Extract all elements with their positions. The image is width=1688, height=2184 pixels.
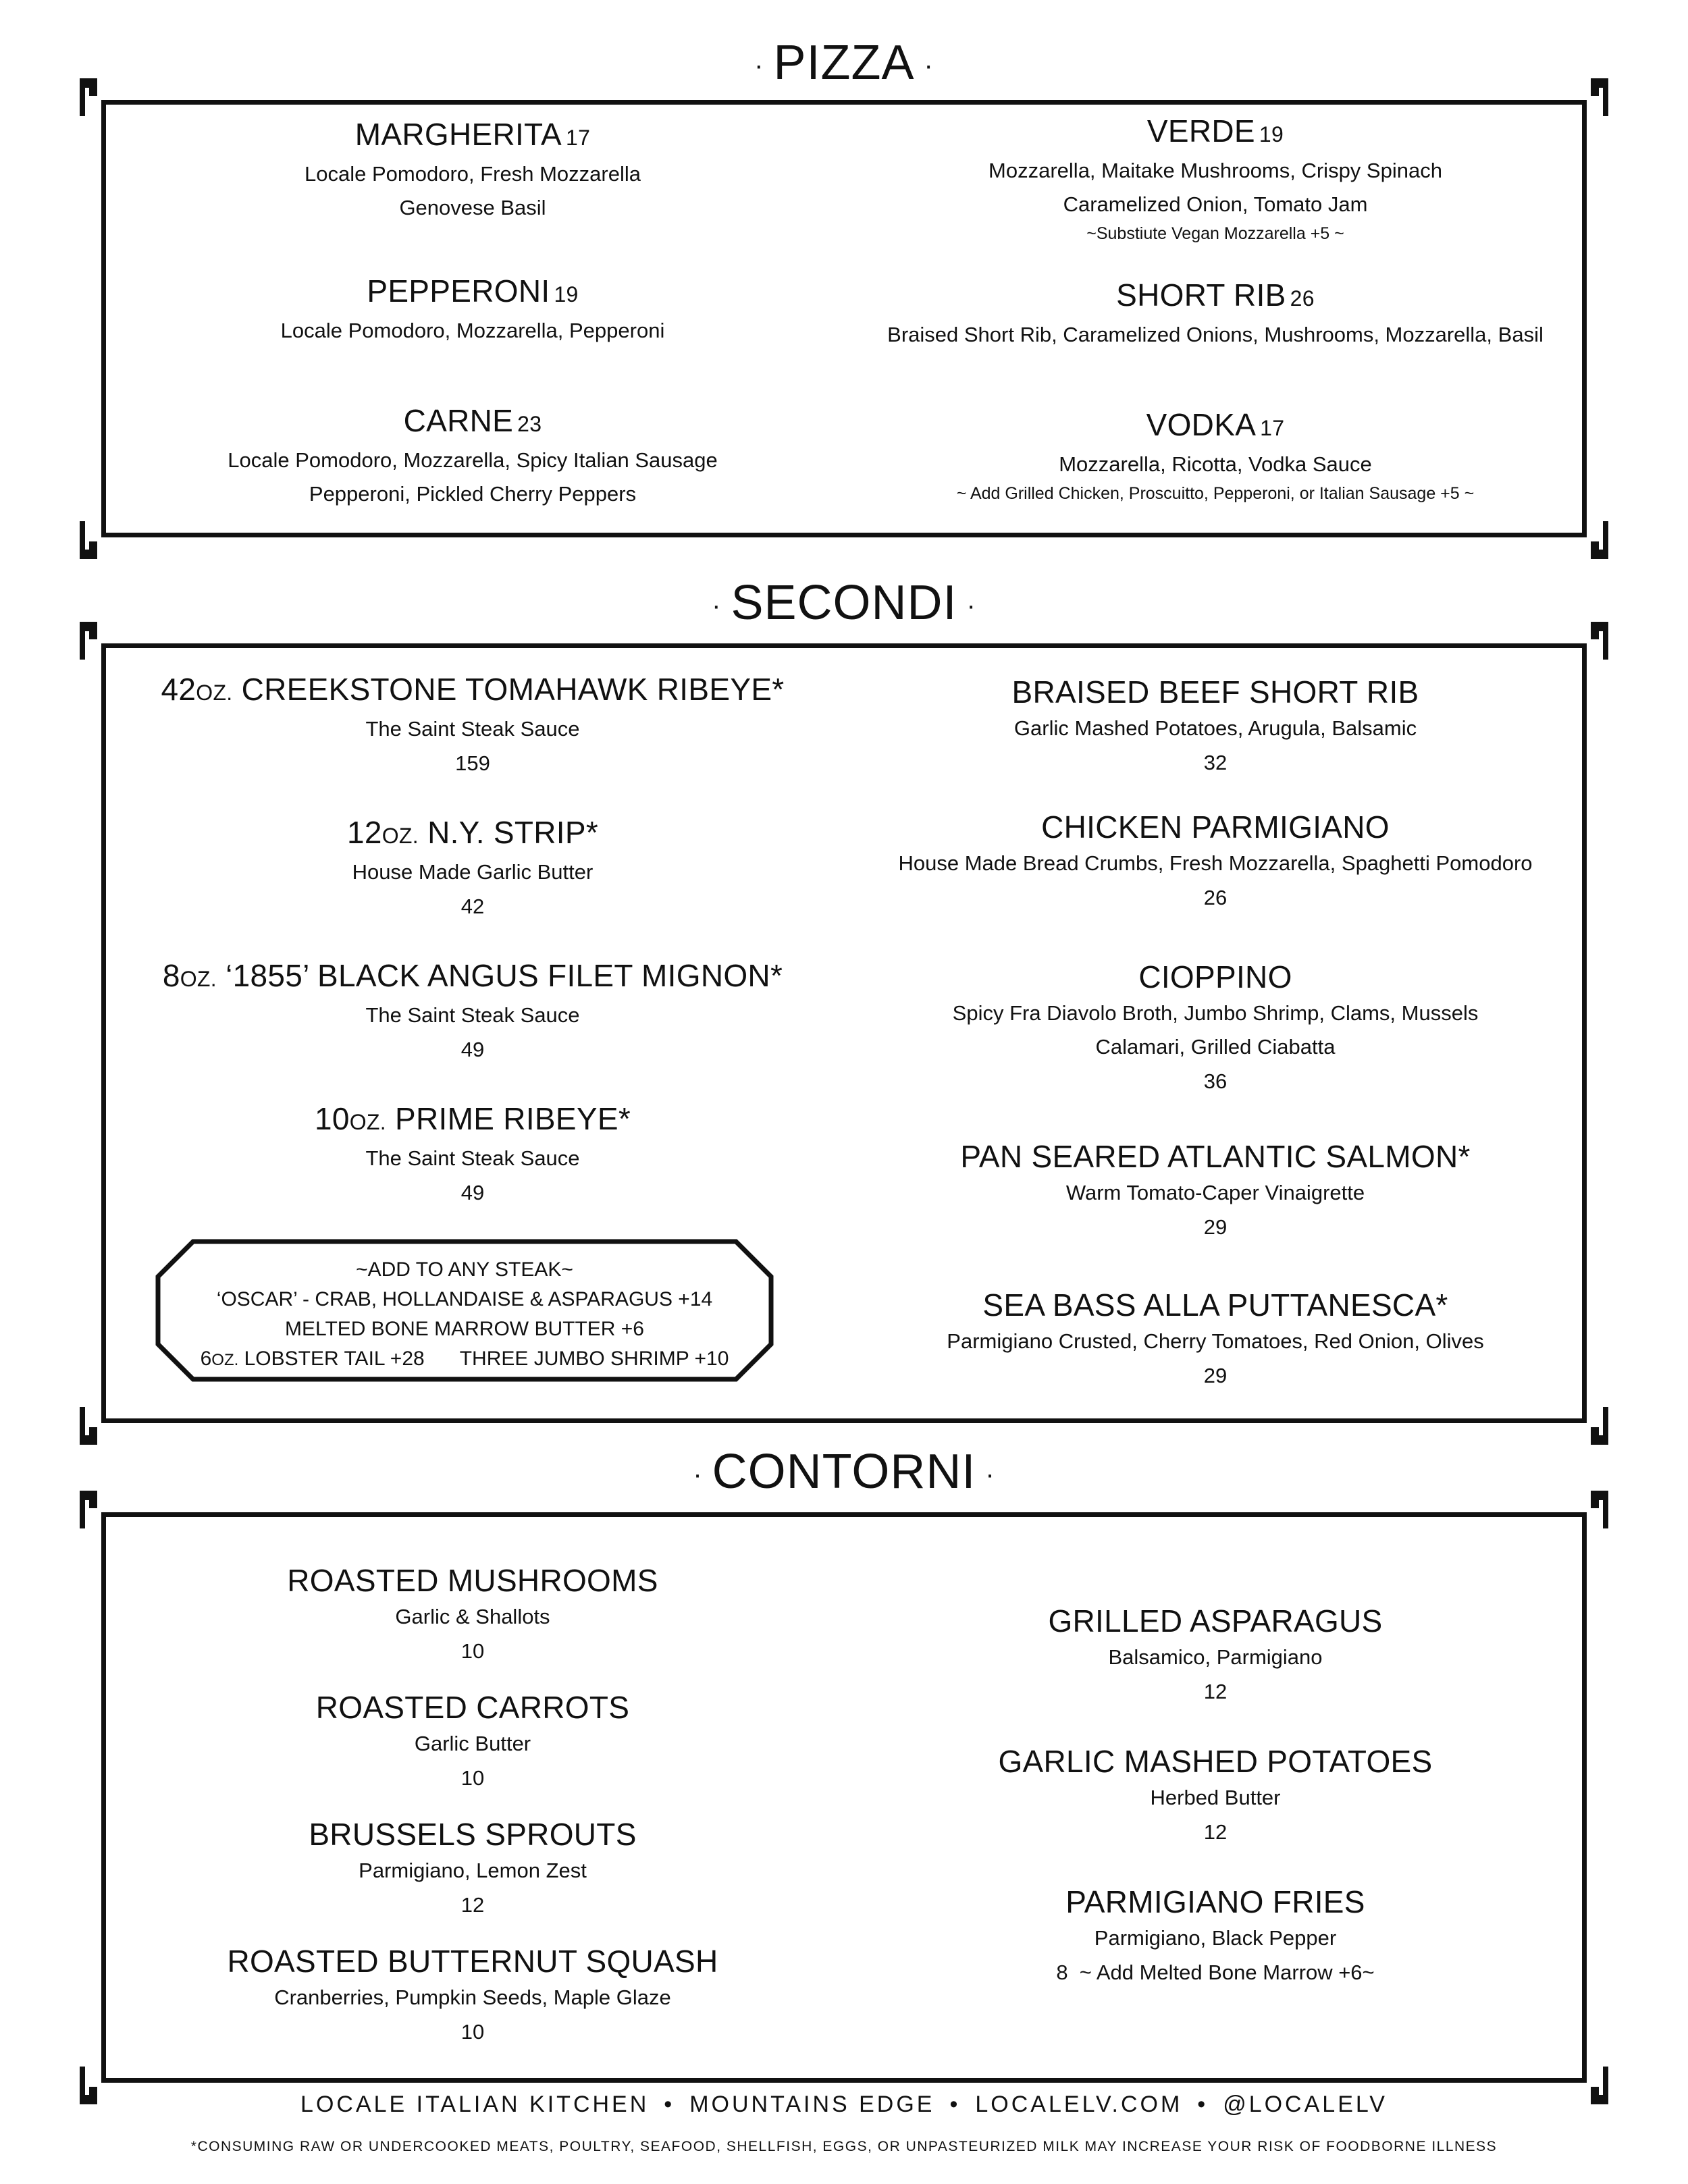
item-name: PRIME RIBEYE* bbox=[395, 1101, 631, 1136]
item-name: BRAISED BEEF SHORT RIB bbox=[1011, 674, 1419, 710]
frame-corner-ornament bbox=[80, 78, 117, 116]
item-description: House Made Garlic Butter bbox=[352, 860, 594, 884]
frame-corner-ornament bbox=[80, 622, 117, 660]
item-description: Locale Pomodoro, Fresh Mozzarella bbox=[305, 162, 641, 186]
item-price: 159 bbox=[455, 751, 490, 775]
item-price: 12 bbox=[1203, 1820, 1228, 1844]
restaurant-location: MOUNTAINS EDGE bbox=[689, 2092, 935, 2117]
addon-oscar: ‘OSCAR’ - CRAB, HOLLANDAISE & ASPARAGUS +14 bbox=[216, 1288, 713, 1310]
item-size-unit: OZ. bbox=[180, 967, 217, 991]
item-size: 12 bbox=[346, 815, 382, 850]
item-price: 29 bbox=[1203, 1215, 1228, 1239]
addon-bone-marrow: MELTED BONE MARROW BUTTER +6 bbox=[284, 1318, 644, 1340]
item-description: Pepperoni, Pickled Cherry Peppers bbox=[309, 482, 637, 506]
item-name: CHICKEN PARMIGIANO bbox=[1041, 809, 1390, 845]
item-price: 42 bbox=[460, 895, 485, 918]
title-dot: · bbox=[712, 591, 722, 621]
item-description: Locale Pomodoro, Mozzarella, Spicy Italian Sausage bbox=[228, 448, 718, 472]
item-description: Balsamico, Parmigiano bbox=[1108, 1645, 1323, 1669]
item-description: Parmigiano, Lemon Zest bbox=[359, 1859, 587, 1882]
menu-item-sea-bass bbox=[844, 1285, 1587, 1393]
title-dot: · bbox=[754, 51, 764, 81]
item-name: VODKA bbox=[1146, 407, 1257, 442]
item-price: 29 bbox=[1203, 1364, 1228, 1387]
frame-corner-ornament bbox=[1571, 521, 1608, 559]
item-name: MARGHERITA bbox=[354, 117, 562, 152]
item-price: 32 bbox=[1203, 751, 1228, 774]
item-price: 17 bbox=[1260, 416, 1285, 440]
title-dot: · bbox=[924, 51, 934, 81]
menu-item-parmigiano-fries bbox=[844, 1882, 1587, 1990]
item-price: 49 bbox=[460, 1038, 485, 1061]
item-description: Herbed Butter bbox=[1150, 1786, 1281, 1809]
restaurant-footer bbox=[0, 2092, 1688, 2118]
menu-item-filet-mignon bbox=[135, 956, 810, 1067]
item-price: 12 bbox=[1203, 1680, 1228, 1703]
steak-addons-box bbox=[154, 1239, 775, 1382]
item-price: 10 bbox=[460, 2020, 485, 2044]
item-price: 49 bbox=[460, 1181, 485, 1204]
item-size-unit: OZ. bbox=[349, 1110, 386, 1134]
menu-item-cioppino bbox=[844, 957, 1587, 1099]
frame-corner-ornament bbox=[1571, 622, 1608, 660]
menu-item-roasted-mushrooms bbox=[135, 1561, 810, 1669]
pizza-section-title: · PIZZA · bbox=[754, 36, 934, 90]
item-description: Garlic & Shallots bbox=[395, 1605, 550, 1628]
item-description: Parmigiano Crusted, Cherry Tomatoes, Red Onion, Olives bbox=[947, 1329, 1484, 1353]
restaurant-name: LOCALE ITALIAN KITCHEN bbox=[300, 2092, 650, 2117]
item-name: PEPPERONI bbox=[367, 273, 550, 309]
item-size: 8 bbox=[162, 958, 180, 993]
item-price: 19 bbox=[1259, 122, 1284, 147]
title-dot: · bbox=[985, 1460, 995, 1490]
item-description: The Saint Steak Sauce bbox=[365, 1003, 580, 1027]
item-size: 10 bbox=[314, 1101, 350, 1136]
item-size-unit: OZ. bbox=[196, 681, 233, 705]
item-description: Genovese Basil bbox=[399, 196, 546, 219]
item-description: Parmigiano, Black Pepper bbox=[1094, 1926, 1337, 1950]
health-disclaimer: *CONSUMING RAW OR UNDERCOOKED MEATS, POULTRY, SEAFOOD, SHELLFISH, EGGS, OR UNPASTEURIZED MILK MAY INCREASE YOUR RISK OF FOODBORNE ILLNESS bbox=[190, 2139, 1498, 2154]
item-size-unit: OZ. bbox=[381, 824, 419, 848]
item-name: BRUSSELS SPROUTS bbox=[309, 1817, 637, 1852]
item-note: ~Substiute Vegan Mozzarella +5 ~ bbox=[1086, 224, 1344, 243]
item-description: Caramelized Onion, Tomato Jam bbox=[1063, 192, 1368, 216]
menu-item-verde bbox=[844, 111, 1587, 246]
item-name: CREEKSTONE TOMAHAWK RIBEYE* bbox=[241, 672, 785, 707]
item-price: 36 bbox=[1203, 1069, 1228, 1093]
menu-item-short-rib bbox=[844, 275, 1587, 352]
frame-corner-ornament bbox=[80, 1407, 117, 1445]
bullet-separator: • bbox=[1197, 2092, 1209, 2117]
menu-item-ny-strip bbox=[135, 813, 810, 924]
menu-item-braised-beef-short-rib bbox=[844, 672, 1587, 780]
menu-item-chicken-parmigiano bbox=[844, 807, 1587, 915]
item-name: CARNE bbox=[403, 403, 514, 438]
frame-corner-ornament bbox=[80, 521, 117, 559]
frame-corner-ornament bbox=[1571, 1491, 1608, 1528]
item-name: GARLIC MASHED POTATOES bbox=[998, 1744, 1433, 1779]
contorni-section-title: · CONTORNI · bbox=[693, 1445, 995, 1499]
item-name: SEA BASS ALLA PUTTANESCA* bbox=[982, 1287, 1448, 1323]
item-name: ROASTED MUSHROOMS bbox=[287, 1563, 658, 1598]
item-name: PAN SEARED ATLANTIC SALMON* bbox=[960, 1139, 1471, 1174]
item-price: 19 bbox=[554, 282, 579, 307]
frame-corner-ornament bbox=[1571, 1407, 1608, 1445]
item-price: 10 bbox=[460, 1766, 485, 1790]
bullet-separator: • bbox=[949, 2092, 961, 2117]
item-name: ROASTED CARROTS bbox=[315, 1690, 630, 1725]
secondi-section-title: · SECONDI · bbox=[712, 576, 976, 630]
frame-corner-ornament bbox=[80, 1491, 117, 1528]
item-price: 26 bbox=[1203, 886, 1228, 909]
item-note: ~ Add Grilled Chicken, Proscuitto, Pepperoni, or Italian Sausage +5 ~ bbox=[956, 484, 1475, 503]
menu-item-carne bbox=[169, 401, 776, 511]
item-price: 8 ~ Add Melted Bone Marrow +6~ bbox=[1056, 1961, 1375, 1984]
item-name: PARMIGIANO FRIES bbox=[1065, 1884, 1365, 1919]
item-price: 12 bbox=[460, 1893, 485, 1917]
restaurant-social-handle[interactable]: @LOCALELV bbox=[1223, 2092, 1388, 2117]
item-name: ‘1855’ BLACK ANGUS FILET MIGNON* bbox=[226, 958, 783, 993]
item-name: GRILLED ASPARAGUS bbox=[1048, 1603, 1383, 1639]
menu-item-grilled-asparagus bbox=[844, 1601, 1587, 1709]
menu-item-pepperoni bbox=[169, 271, 776, 348]
item-size: 42 bbox=[161, 672, 196, 707]
menu-item-garlic-mashed-potatoes bbox=[844, 1742, 1587, 1850]
item-description: The Saint Steak Sauce bbox=[365, 717, 580, 741]
item-price: 17 bbox=[566, 126, 591, 150]
title-dot: · bbox=[966, 591, 976, 621]
item-description: House Made Bread Crumbs, Fresh Mozzarella, Spaghetti Pomodoro bbox=[898, 851, 1533, 875]
addon-lobster-shrimp: 6OZ. LOBSTER TAIL +28 THREE JUMBO SHRIMP +10 bbox=[200, 1348, 729, 1370]
item-description: Garlic Mashed Potatoes, Arugula, Balsamic bbox=[1013, 716, 1417, 740]
menu-item-roasted-carrots bbox=[135, 1688, 810, 1796]
menu-item-vodka bbox=[844, 405, 1587, 506]
item-name: ROASTED BUTTERNUT SQUASH bbox=[227, 1944, 718, 1979]
item-description: Warm Tomato-Caper Vinaigrette bbox=[1065, 1181, 1365, 1204]
item-price: 26 bbox=[1290, 286, 1315, 311]
restaurant-website-link[interactable]: LOCALELV.COM bbox=[975, 2092, 1183, 2117]
item-name: N.Y. STRIP* bbox=[427, 815, 599, 850]
bullet-separator: • bbox=[664, 2092, 675, 2117]
item-description: Calamari, Grilled Ciabatta bbox=[1095, 1035, 1336, 1059]
item-description: Cranberries, Pumpkin Seeds, Maple Glaze bbox=[274, 1986, 671, 2009]
addon-heading: ~ADD TO ANY STEAK~ bbox=[356, 1258, 573, 1281]
item-description: Spicy Fra Diavolo Broth, Jumbo Shrimp, Clams, Mussels bbox=[952, 1001, 1479, 1025]
item-name: VERDE bbox=[1146, 113, 1255, 149]
item-description: Braised Short Rib, Caramelized Onions, Mushrooms, Mozzarella, Basil bbox=[887, 323, 1544, 346]
item-description: The Saint Steak Sauce bbox=[365, 1146, 580, 1170]
item-price: 10 bbox=[460, 1639, 485, 1663]
menu-item-prime-ribeye bbox=[135, 1099, 810, 1210]
item-description: Locale Pomodoro, Mozzarella, Pepperoni bbox=[280, 319, 665, 342]
title-dot: · bbox=[693, 1460, 703, 1490]
menu-item-tomahawk-ribeye bbox=[135, 670, 810, 781]
menu-item-butternut-squash bbox=[135, 1942, 810, 2050]
menu-item-atlantic-salmon bbox=[844, 1137, 1587, 1245]
menu-item-margherita bbox=[169, 115, 776, 225]
menu-item-brussels-sprouts bbox=[135, 1815, 810, 1923]
item-description: Mozzarella, Maitake Mushrooms, Crispy Spinach bbox=[988, 159, 1442, 182]
item-description: Mozzarella, Ricotta, Vodka Sauce bbox=[1059, 452, 1372, 476]
item-description: Garlic Butter bbox=[414, 1732, 531, 1755]
item-price: 23 bbox=[517, 412, 542, 436]
item-name: SHORT RIB bbox=[1116, 277, 1286, 313]
frame-corner-ornament bbox=[1571, 78, 1608, 116]
item-name: CIOPPINO bbox=[1138, 959, 1292, 994]
